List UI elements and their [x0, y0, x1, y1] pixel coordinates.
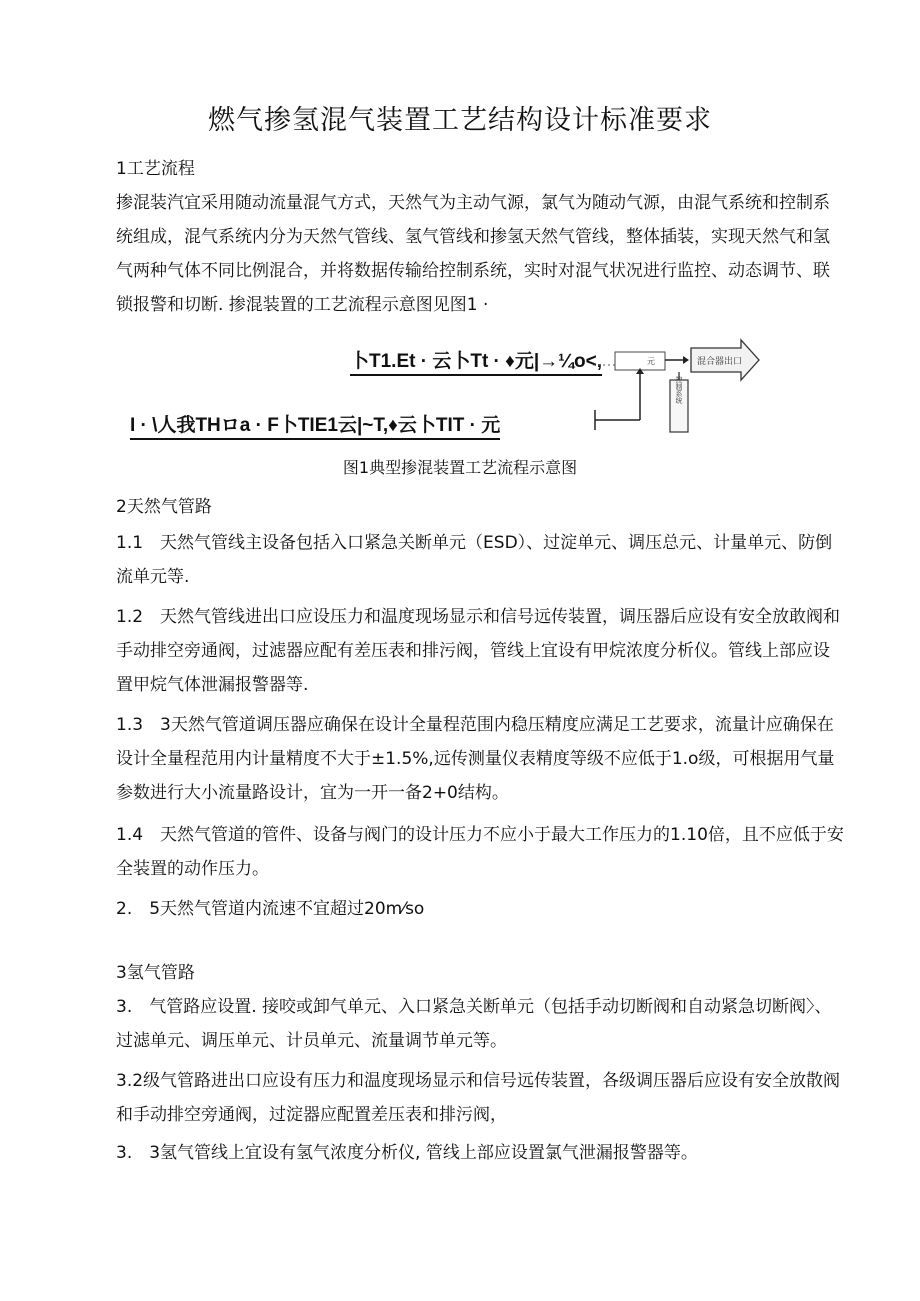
figure-garbled-line-1: 卜T1.Et · 云卜Tt · ♦元|→¼o<,	[350, 346, 602, 376]
page-title: 燃气掺氢混气装置工艺结构设计标准要求	[208, 105, 712, 136]
process-flow-diagram	[585, 330, 785, 440]
mixer-outlet-label: 混合器出口	[697, 357, 743, 367]
section-2-heading: 2天然气管路	[116, 497, 212, 517]
arrow-head-outlet	[683, 356, 689, 364]
figure-garbled-line-2: I · \人我THロa · F卜TIE1云|~T,♦云卜TIT · 元	[130, 410, 500, 440]
section-2-item-2: 1.2 天然气管线进出口应设压力和温度现场显示和信号远传装置，调压器后应设有安全放敢阀和手动排空旁通阀，过滤器应配有差压表和排污阀，管线上宜设有甲烷浓度分析仪。管线上部应设置甲烷气体泄漏报警器等.	[116, 607, 841, 695]
section-1-paragraph: 掺混装汽宜采用随动流量混气方式，天然气为主动气源，氯气为随动气源，由混气系统和控制系统组成，混气系统内分为天然气管线、氢气管线和掺氢天然气管线，整体插装，实现天然气和氢气两种气体不同比例混合，并将数据传输给控制系统，实时对混气状况进行监控、动态调节、联锁报警和切断. 掺混装置的工艺流程示意图见图1 ·	[116, 193, 830, 315]
section-2-item-5: 2. 5天然气管道内流速不宜超过20m⁄so	[116, 899, 425, 919]
inline-unit-box	[615, 352, 665, 370]
section-2-item-4: 1.4 天然气管道的管件、设备与阀门的设计压力不应小于最大工作压力的1.10倍，且不应低于安全装置的动作压力。	[116, 825, 844, 879]
inline-unit-label: 元	[647, 357, 655, 366]
section-3-heading: 3氢气管路	[116, 963, 195, 983]
control-system-label: 控制系统	[675, 376, 683, 404]
section-3-item-2: 3.2级气管路进出口应设有压力和温度现场显示和信号远传装置，各级调压器后应设有安全放散阀和手动排空旁通阀，过淀器应配置差压表和排污阀，	[116, 1071, 841, 1125]
section-3-item-3: 3. 3氢气管线上宜设有氢气浓度分析仪, 管线上部应设置氯气泄漏报警器等。	[116, 1143, 698, 1163]
figure-caption: 图1典型掺混装置工艺流程示意图	[342, 458, 578, 477]
section-1-heading: 1工艺流程	[116, 159, 195, 179]
section-2-item-1: 1.1 天然气管线主设备包括入口紧急关断单元（ESD）、过淀单元、调压总元、计量单元、防倒流单元等.	[116, 533, 833, 587]
section-2-item-3: 1.3 3天然气管道调压器应确保在设计全量程范围内稳压精度应满足工艺要求，流量计应确保在设计全量程范用内计量精度不大于±1.5%,远传测量仪表精度等级不应低于1.o级，可根据用气量参数进行大小流量路设计，宜为一开一备2+0结构。	[116, 715, 835, 803]
section-3-item-1: 3. 气管路应设置. 接咬或卸气单元、入口紧急关断单元（包括手动切断阀和自动紧急切断阀〉、过滤单元、调压单元、计员单元、流量调节单元等。	[116, 997, 832, 1051]
arrow-head-up	[636, 368, 644, 374]
